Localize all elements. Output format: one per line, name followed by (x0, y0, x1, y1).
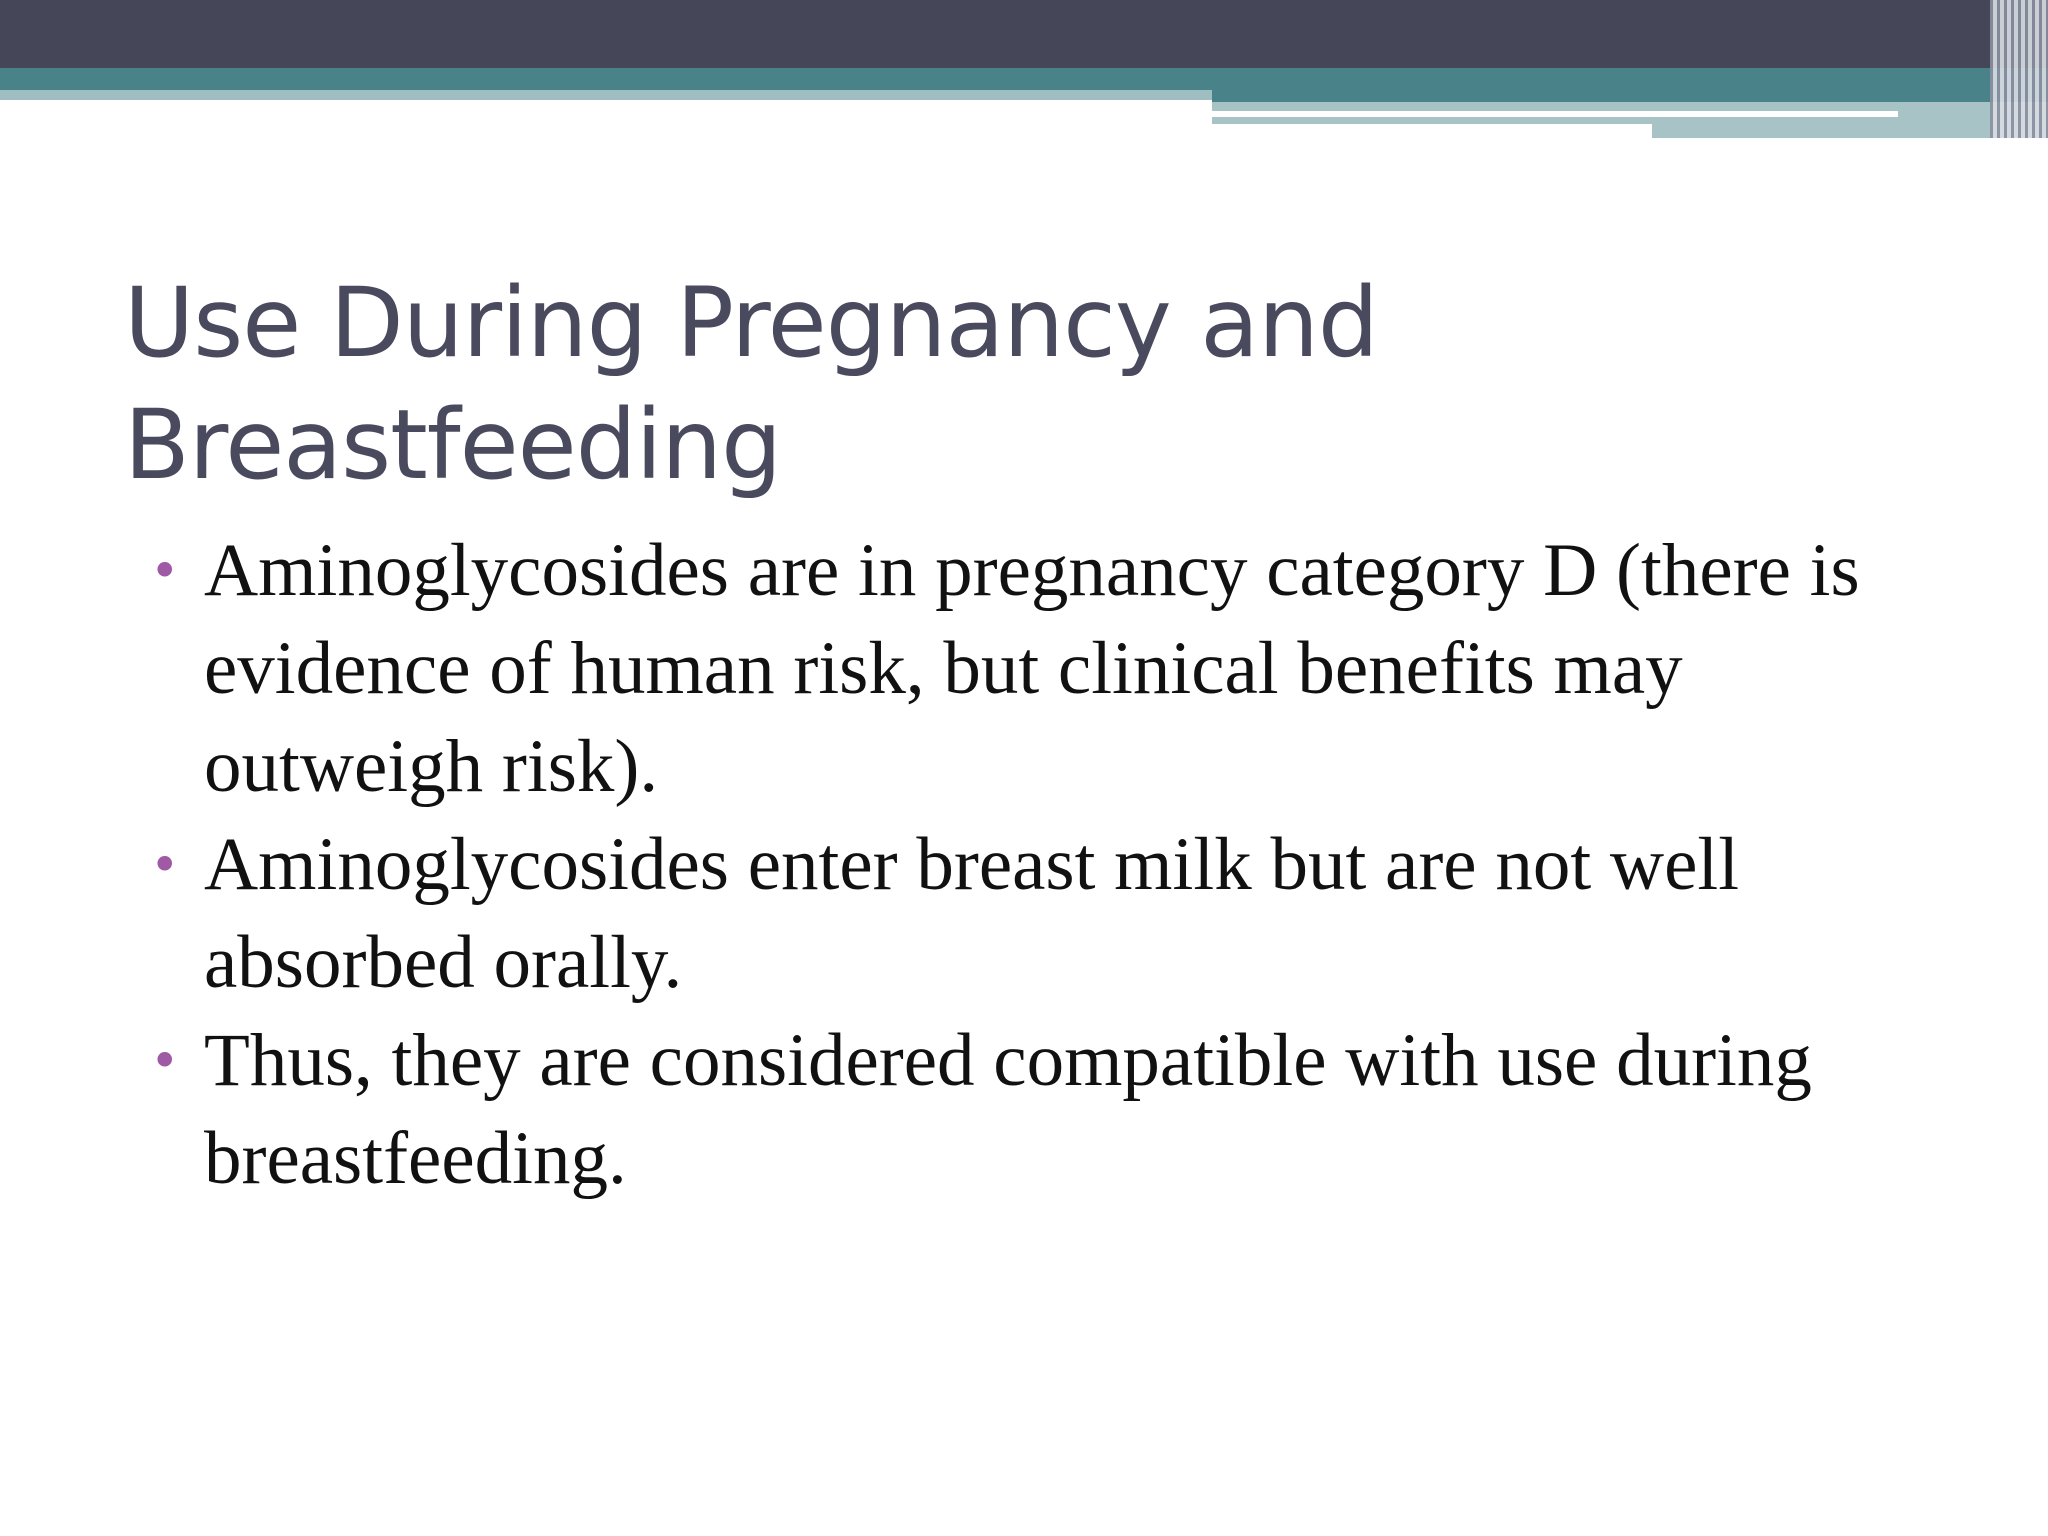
header-band-teal-right (1212, 90, 2048, 102)
bullet-text: Aminoglycosides enter breast milk but are not well absorbed orally. (204, 823, 1740, 1004)
bullet-item (150, 1012, 1870, 1208)
header-step (1212, 124, 1652, 138)
bullet-text: Thus, they are considered compatible with use during breastfeeding. (204, 1019, 1812, 1200)
bullet-list (150, 522, 1870, 1208)
bullet-text: Aminoglycosides are in pregnancy category D (there is evidence of human risk, but clinical benefits may outweigh risk). (204, 529, 1860, 808)
slide-title: Use During Pregnancy and Breastfeeding (124, 267, 1378, 501)
bullet-marker: • (150, 1032, 180, 1090)
header-edge-stripes (1990, 0, 2048, 138)
bullet-item (150, 522, 1870, 816)
header-band-dark (0, 0, 2048, 68)
bullet-marker: • (150, 836, 180, 894)
header-thin-line (1212, 111, 1898, 117)
header-band-teal (0, 68, 2048, 90)
header-band-light (0, 90, 1212, 100)
bullet-item (150, 816, 1870, 1012)
bullet-marker: • (150, 542, 180, 600)
